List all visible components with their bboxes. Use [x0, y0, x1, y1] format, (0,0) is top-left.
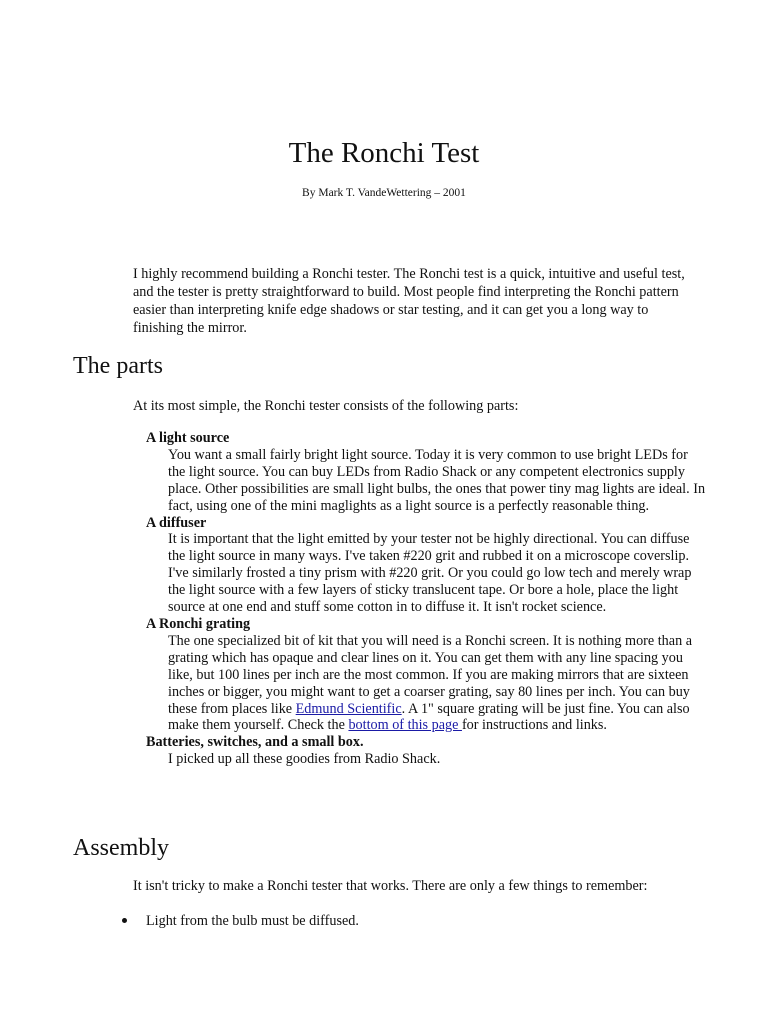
part-desc-diffuser: It is important that the light emitted by your tester not be highly directional. You can diffuse the light source in many ways. I've taken #220 grit and rubbed it on a microscope coverslip. I've similarly frosted a tiny prism with #220 grit. Or you could go low tech and merely wrap the light source with a few layers of sticky translucent tape. Or bore a hole, place the light source at one end and stuff some cotton in to diffuse it. It isn't rocket science.	[168, 531, 692, 616]
grating-text-3: for instructions and links.	[461, 717, 607, 734]
grating-text-2: . A 1" square grating will be just fine. You can also make them yourself. Check the	[168, 700, 690, 734]
part-term-diffuser: A diffuser	[146, 514, 207, 531]
assembly-bullet-list	[146, 912, 686, 930]
part-term-light-source: A light source	[146, 430, 230, 446]
bullet-icon	[122, 918, 127, 923]
part-desc-ronchi-grating	[168, 633, 706, 734]
part-term-batteries: Batteries, switches, and a small box.	[146, 734, 364, 751]
edmund-scientific-link[interactable]: Edmund Scientific	[295, 700, 402, 717]
assembly-intro-paragraph: It isn't tricky to make a Ronchi tester that works. There are only a few things to remember:	[133, 878, 648, 894]
parts-list	[146, 430, 706, 768]
part-desc-light-source: You want a small fairly bright light source. Today it is very common to use bright LEDs for the light source. You can buy LEDs from Radio Shack or any competent electronics supply place. Other possibilities are small light bulbs, the ones that power tiny mag lights are ideal. In fact, using one of the mini maglights as a light source is a perfectly reasonable thing.	[168, 446, 706, 514]
section-heading-parts: The parts	[73, 353, 163, 379]
parts-intro-paragraph: At its most simple, the Ronchi tester consists of the following parts:	[133, 398, 519, 414]
bottom-of-page-link[interactable]: bottom of this page	[348, 717, 462, 734]
part-term-ronchi-grating: A Ronchi grating	[146, 615, 251, 632]
part-desc-batteries: I picked up all these goodies from Radio Shack.	[168, 751, 441, 768]
intro-paragraph: I highly recommend building a Ronchi tester. The Ronchi test is a quick, intuitive and useful test, and the tester is pretty straightforward to build. Most people find interpreting the Ronchi pattern easier than interpreting knife edge shadows or star testing, and it can get you a long way to finishing the mirror.	[133, 266, 685, 336]
section-heading-assembly: Assembly	[73, 835, 169, 861]
byline: By Mark T. VandeWettering – 2001	[302, 187, 466, 199]
grating-text-1: The one specialized bit of kit that you will need is a Ronchi screen. It is nothing more than a grating which has opaque and clear lines on it. You can get them with any line spacing you like, but 100 lines per inch are the most common. If you are making mirrors that are sixteen inches or bigger, you might want to get a coarser grating, say 80 lines per inch. You can buy these from places like	[168, 632, 693, 717]
page-title: The Ronchi Test	[288, 137, 480, 169]
bullet-text: Light from the bulb must be diffused.	[146, 913, 359, 929]
list-item	[146, 912, 686, 930]
